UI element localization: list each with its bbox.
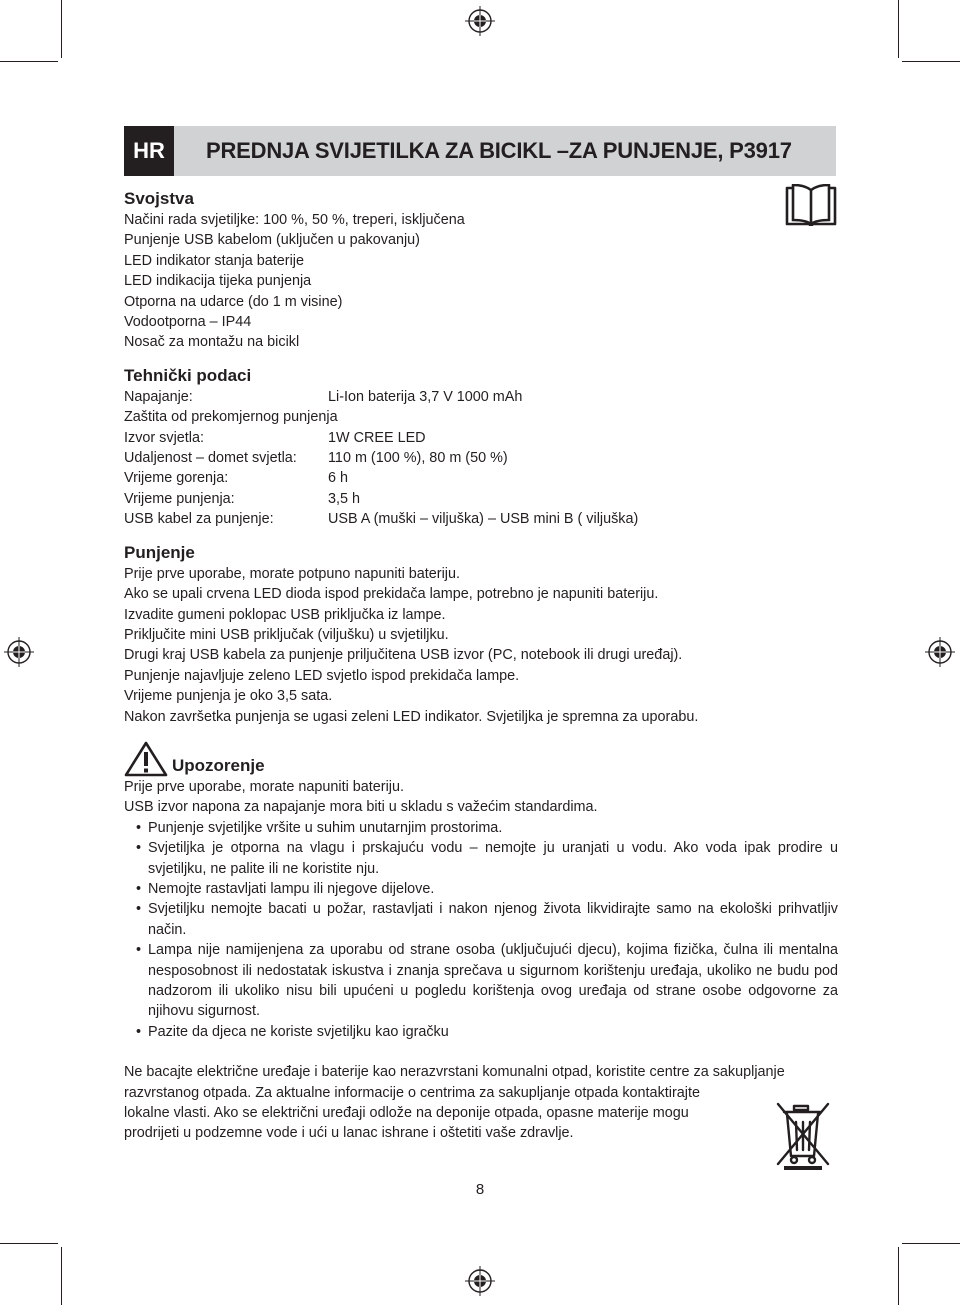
crop-mark bbox=[898, 0, 899, 58]
specs-table bbox=[124, 387, 838, 530]
spec-value: 1W CREE LED bbox=[328, 429, 426, 446]
spec-row bbox=[124, 407, 838, 427]
crop-mark bbox=[902, 1243, 960, 1244]
spec-value: 6 h bbox=[328, 470, 349, 487]
registration-mark-icon bbox=[465, 6, 495, 36]
spec-row bbox=[124, 489, 838, 509]
spec-value: 3,5 h bbox=[328, 490, 361, 507]
language-badge: HR bbox=[124, 126, 174, 176]
crop-mark bbox=[61, 1247, 62, 1305]
spec-label: Vrijeme punjenja: bbox=[124, 490, 235, 507]
spec-value: USB A (muški – viljuška) – USB mini B ( viljuška) bbox=[328, 511, 639, 528]
charging-line: Ako se upali crvena LED dioda ispod prekidača lampe, potrebno je napuniti bateriju. bbox=[124, 586, 659, 603]
charging-line: Nakon završetka punjenja se ugasi zeleni LED indikator. Svjetiljka je spremna za uporabu. bbox=[124, 708, 699, 725]
spec-value: 110 m (100 %), 80 m (50 %) bbox=[328, 450, 508, 467]
spec-label: Udaljenost – domet svjetla: bbox=[124, 450, 297, 467]
crop-mark bbox=[0, 1243, 58, 1244]
spec-label: Napajanje: bbox=[124, 388, 193, 405]
disposal-line: Ne bacajte električne uređaje i baterije kao nerazvrstani komunalni otpad, koristite centre za sakupljanje bbox=[124, 1064, 785, 1081]
page-number: 8 bbox=[475, 1181, 485, 1198]
warning-header bbox=[124, 741, 838, 777]
spec-row bbox=[124, 509, 838, 529]
warning-triangle-icon bbox=[124, 741, 168, 777]
crossed-bin-icon bbox=[772, 1100, 834, 1170]
feature-item: Otporna na udarce (do 1 m visine) bbox=[124, 293, 343, 310]
charging-line: Prije prve uporabe, morate potpuno napuniti bateriju. bbox=[124, 565, 460, 582]
feature-item: Načini rada svjetiljke: 100 %, 50 %, treperi, isključena bbox=[124, 212, 465, 228]
charging-line: Izvadite gumeni poklopac USB priključka iz lampe. bbox=[124, 606, 446, 623]
registration-mark-icon bbox=[925, 637, 955, 667]
specs-heading: Tehnički podaci bbox=[124, 365, 252, 385]
warning-list bbox=[124, 818, 838, 1042]
disposal-line: prodrijeti u podzemne vode i ući u lanac ishrane i oštetiti vaše zdravlje. bbox=[124, 1125, 574, 1142]
warning-item: • Lampa nije namijenjena za uporabu od strane osoba (uključujući djecu), kojima fizička, čulna ili mentalna nesposobnost ili nedostatak iskustva i znanja sprečava u sigurnom korištenju uređaja, ukoliko ne budu pod nadzorom ili ukoliko nisu bili upućeni u pogledu korištenja ovog uređaja od strane osobe odgovorne za njihovu sigurnost. bbox=[124, 940, 838, 1022]
spec-row bbox=[124, 387, 838, 407]
charging-line: Punjenje najavljuje zeleno LED svjetlo ispod prekidača lampe. bbox=[124, 667, 520, 684]
crop-mark bbox=[902, 61, 960, 62]
features-list bbox=[124, 210, 838, 353]
spec-row bbox=[124, 448, 838, 468]
feature-item: LED indikator stanja baterije bbox=[124, 252, 304, 269]
warning-item: • Svjetiljku nemojte bacati u požar, rastavljati i nakon njenog života likvidirajte samo na ekološki prihvatljiv način. bbox=[124, 899, 838, 940]
feature-item: Punjenje USB kabelom (uključen u pakovanju) bbox=[124, 232, 420, 249]
charging-line: Drugi kraj USB kabela za punjenje priljučitena USB izvor (PC, notebook ili drugi uređaj). bbox=[124, 647, 683, 664]
warning-intro-line: USB izvor napona za napajanje mora biti u skladu s važećim standardima. bbox=[124, 799, 598, 816]
feature-item: Nosač za montažu na bicikl bbox=[124, 334, 300, 351]
charging-instructions bbox=[124, 564, 838, 727]
warning-intro-line: Prije prve uporabe, morate napuniti bateriju. bbox=[124, 778, 404, 795]
feature-item: Vodootporna – IP44 bbox=[124, 314, 252, 331]
crop-mark bbox=[0, 61, 58, 62]
registration-mark-icon bbox=[465, 1266, 495, 1296]
charging-heading: Punjenje bbox=[124, 542, 195, 562]
warning-item: • Nemojte rastavljati lampu ili njegove dijelove. bbox=[124, 879, 838, 899]
disposal-note bbox=[124, 1062, 838, 1144]
spec-label: Vrijeme gorenja: bbox=[124, 470, 229, 487]
document-body bbox=[124, 188, 838, 1144]
disposal-line: lokalne vlasti. Ako se električni uređaji odlože na deponije otpada, opasne materije mogu bbox=[124, 1105, 689, 1122]
warning-heading: Upozorenje bbox=[172, 755, 265, 775]
crop-mark bbox=[61, 0, 62, 58]
warning-item: • Pazite da djeca ne koriste svjetiljku kao igračku bbox=[124, 1022, 838, 1042]
page-title: PREDNJA SVIJETILKA ZA BICIKL –ZA PUNJENJE, P3917 bbox=[206, 138, 792, 163]
disposal-line: razvrstanog otpada. Za aktualne informacije o centrima za sakupljanje otpada kontaktirajte bbox=[124, 1084, 700, 1101]
warning-item: • Punjenje svjetiljke vršite u suhim unutarnjim prostorima. bbox=[124, 818, 838, 838]
features-heading: Svojstva bbox=[124, 189, 194, 208]
charging-line: Priključite mini USB priključak (viljušku) u svjetiljku. bbox=[124, 626, 449, 643]
spec-row bbox=[124, 428, 838, 448]
feature-item: LED indikacija tijeka punjenja bbox=[124, 273, 312, 290]
spec-value: Li-Ion baterija 3,7 V 1000 mAh bbox=[328, 388, 523, 405]
spec-label: Izvor svjetla: bbox=[124, 429, 204, 446]
charging-line: Vrijeme punjenja je oko 3,5 sata. bbox=[124, 688, 333, 705]
spec-label: Zaštita od prekomjernog punjenja bbox=[124, 409, 338, 426]
warning-item: • Svjetiljka je otporna na vlagu i prskajuću vodu – nemojte ju uranjati u vodu. Ako voda ipak prodire u svjetiljku, ne palite ili ne koristite nju. bbox=[124, 838, 838, 879]
registration-mark-icon bbox=[4, 637, 34, 667]
spec-row bbox=[124, 468, 838, 488]
spec-label: USB kabel za punjenje: bbox=[124, 511, 274, 528]
crop-mark bbox=[898, 1247, 899, 1305]
